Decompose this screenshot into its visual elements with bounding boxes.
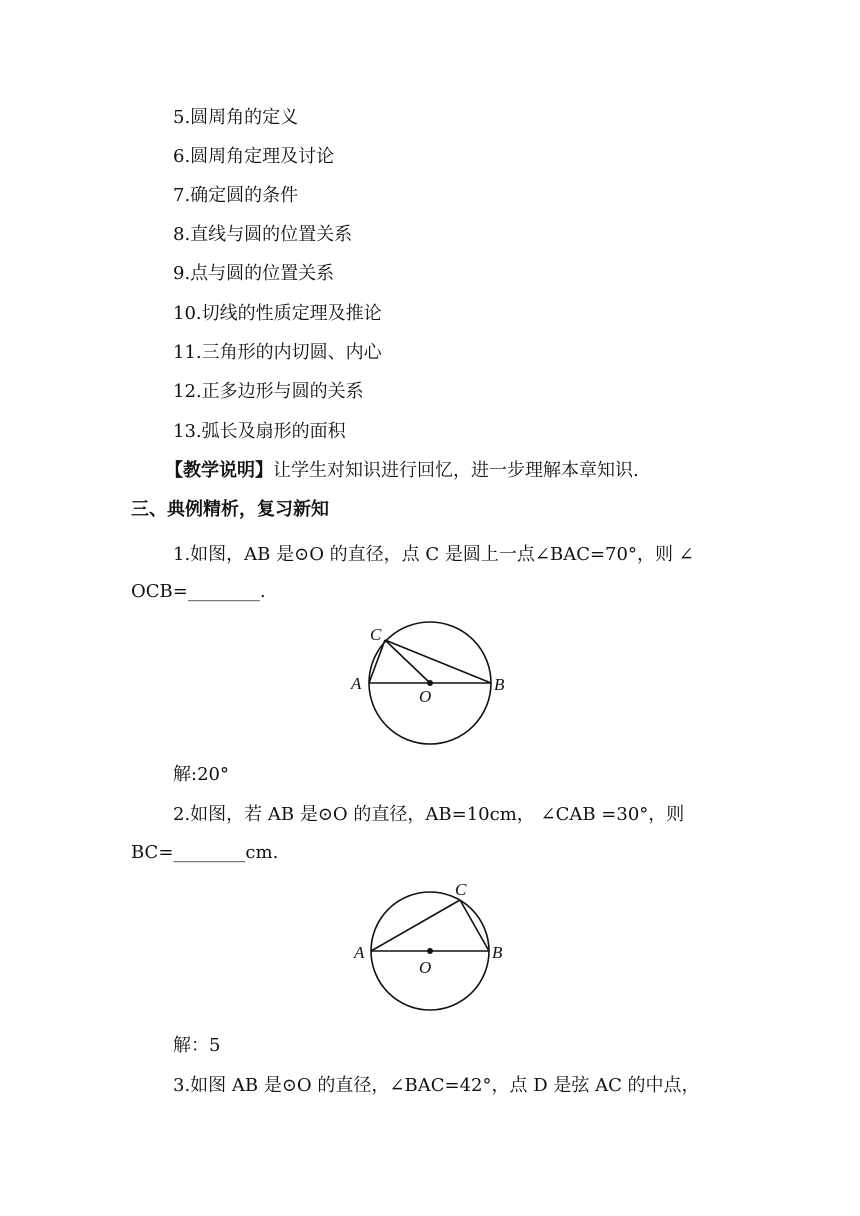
problem2-figure	[344, 878, 524, 1018]
label-c: C	[455, 880, 467, 899]
label-b: B	[492, 943, 503, 962]
chord-ac	[371, 900, 460, 951]
teaching-note-label: 【教学说明】	[165, 460, 273, 481]
label-b: B	[494, 675, 505, 694]
label-c: C	[370, 625, 382, 644]
center-point	[427, 948, 433, 954]
teaching-note	[165, 459, 639, 483]
section-heading: 三、典例精析，复习新知	[131, 499, 329, 520]
list-item: 11.三角形的内切圆、内心	[173, 342, 382, 363]
chord-ac	[369, 640, 385, 683]
teaching-note-text: 让学生对知识进行回忆，进一步理解本章知识.	[273, 460, 639, 481]
list-item: 6.圆周角定理及讨论	[173, 146, 335, 167]
center-point	[427, 680, 433, 686]
list-item: 9.点与圆的位置关系	[173, 263, 335, 284]
list-item: 13.弧长及扇形的面积	[173, 421, 346, 442]
chord-cb	[460, 900, 489, 951]
problem1-answer: 解:20°	[173, 764, 229, 785]
problem2-line2: BC=________cm.	[131, 842, 279, 863]
list-item: 5.圆周角的定义	[173, 107, 299, 128]
problem1-figure	[340, 618, 530, 750]
problem1-line1: 1.如图，AB 是⊙O 的直径，点 C 是圆上一点∠BAC=70°，则 ∠	[173, 544, 694, 565]
problem1-line2: OCB=________.	[131, 581, 266, 602]
label-a: A	[351, 674, 362, 693]
label-o: O	[419, 687, 432, 706]
list-item: 10.切线的性质定理及推论	[173, 303, 382, 324]
list-item: 8.直线与圆的位置关系	[173, 224, 353, 245]
problem2-line1: 2.如图，若 AB 是⊙O 的直径，AB=10cm， ∠CAB =30°，则	[173, 804, 685, 825]
chord-cb	[385, 640, 491, 683]
label-a: A	[354, 943, 365, 962]
segment-co	[385, 640, 430, 683]
list-item: 12.正多边形与圆的关系	[173, 381, 364, 402]
problem3-line1: 3.如图 AB 是⊙O 的直径，∠BAC=42°，点 D 是弦 AC 的中点，	[173, 1075, 700, 1096]
label-o: O	[419, 958, 432, 977]
list-item: 7.确定圆的条件	[173, 185, 299, 206]
problem2-answer: 解：5	[173, 1035, 221, 1056]
